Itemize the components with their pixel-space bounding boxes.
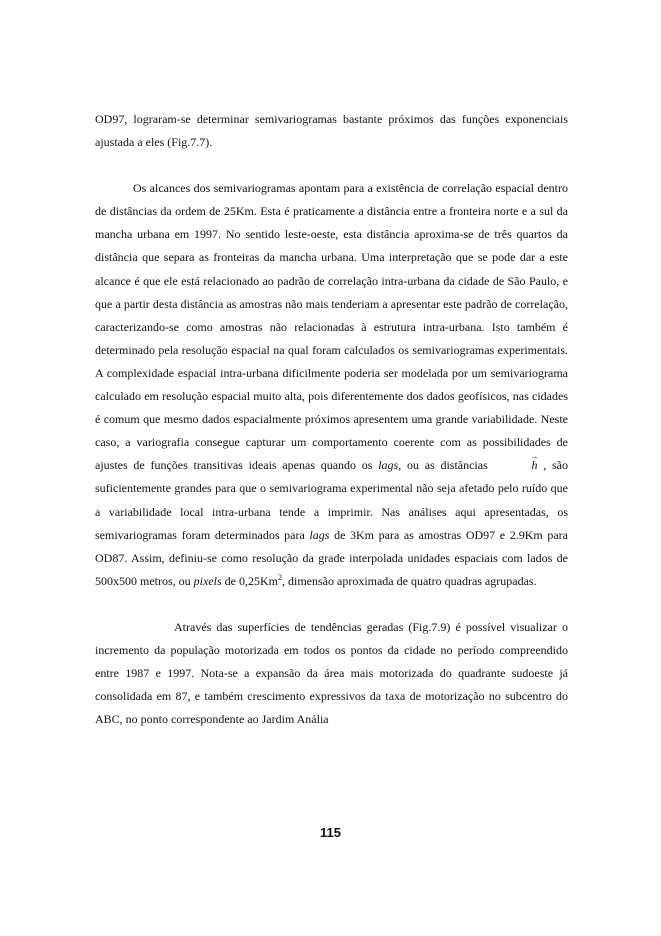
term-lags: lags: [378, 458, 399, 473]
paragraph-2-text-e: de 0,25Km: [221, 573, 278, 588]
paragraph-1: OD97, lograram-se determinar semivariogramas bastante próximos das funções exponenciais ajustada a eles (Fig.7.7).: [95, 112, 568, 150]
paragraph-2-text-c: , são suficientemente grandes para que o semivariograma experimental não seja afetado pelo ruído que a variabilidade local intra-urbana tende a imprimir. Nas análises aqui apresentadas, os semivariogramas foram determinados para: [95, 458, 568, 542]
paragraph-2-text-a: Os alcances dos semivariogramas apontam para a existência de correlação espacial dentro de distâncias da ordem de 25Km. Esta é praticamente a distância entre a fronteira norte e a sul da mancha urbana em 1997. No sentido leste-oeste, esta distância aproxima-se de três quartos da distância que separa as fronteiras da mancha urbana. Uma interpretação que se pode dar a este alcance é que ele está relacionado ao padrão de correlação intra-urbana da cidade de São Paulo, e que a partir desta distância as amostras não mais tenderiam a apresentar este padrão de correlação, caracterizando-se como amostras não relacionadas à estrutura intra-urbana. Isto também é determinado pela resolução espacial na qual foram calculados os semivariogramas experimentais. A complexidade espacial intra-urbana dificilmente poderia ser modelada por um semivariograma calculado em resolução espacial muito alta, pois diferentemente dos dados geofísicos, nas cidades é comum que mesmo dados espacialmente próximos apresentem uma grande variabilidade. Neste caso, a variografia consegue capturar um comportamento coerente com as possibilidades de ajustes de funções transitivas ideais apenas quando os: [95, 181, 568, 473]
paragraph-2-text-d: de 3Km para as amostras OD97 e 2.9Km para OD87. Assim, definiu-se como resolução da grade interpolada unidades espaciais com lados de 500x500 metros, ou: [95, 527, 568, 588]
vector-h-symbol: → h: [494, 454, 538, 477]
paragraph-gap: [95, 593, 568, 616]
term-lags: lags: [309, 527, 330, 542]
paragraph-2: [95, 177, 568, 593]
page-number: 115: [320, 825, 341, 840]
body-text: [95, 108, 568, 731]
paragraph-2-text-b: , ou as distâncias: [398, 458, 494, 473]
term-pixels: pixels: [193, 573, 222, 588]
paragraph-3: Através das superfícies de tendências geradas (Fig.7.9) é possível visualizar o incremento da população motorizada em todos os pontos da cidade no período compreendido entre 1987 e 1997. Nota-se a expansão da área mais motorizada do quadrante sudoeste já consolidada em 87, e também crescimento expressivos da taxa de motorização no subcentro do ABC, no ponto correspondente ao Jardim Anália: [95, 619, 568, 727]
paragraph-gap: [95, 154, 568, 177]
paragraph-2-text-f: , dimensão aproximada de quatro quadras agrupadas.: [282, 573, 537, 588]
superscript-2: 2: [278, 572, 282, 582]
